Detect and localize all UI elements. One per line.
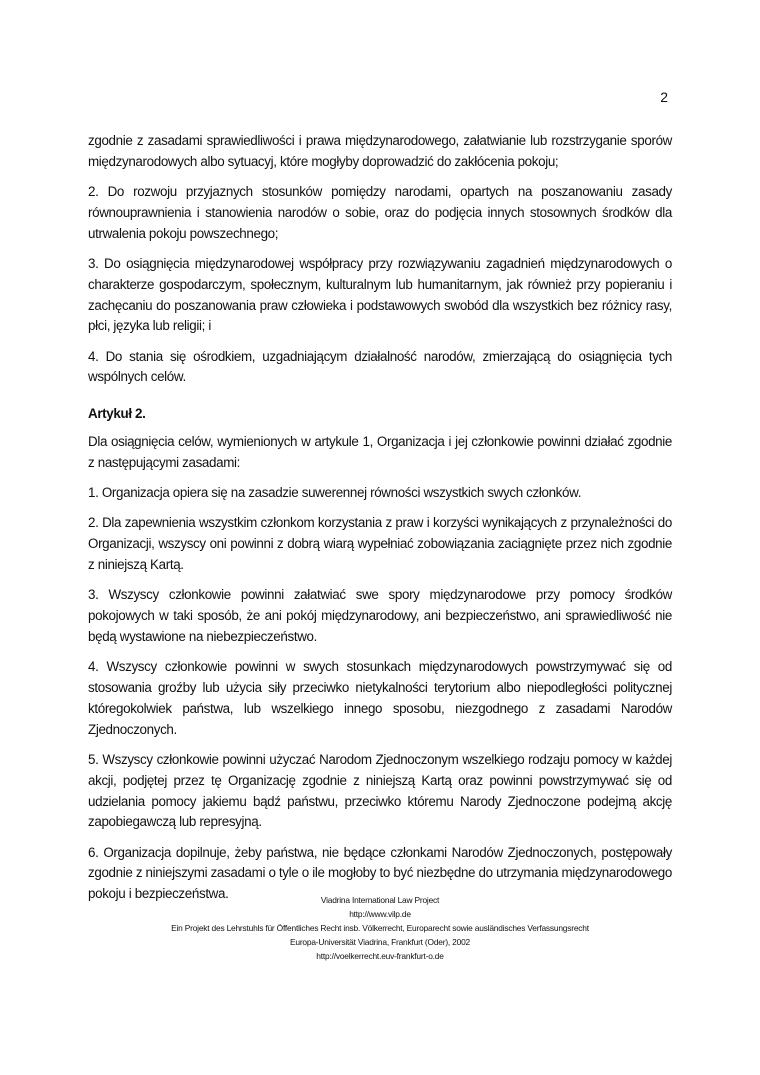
footer-university: Europa-Universität Viadrina, Frankfurt (Oder), 2002 — [289, 937, 471, 947]
footer-chair-url[interactable]: http://voelkerrecht.euv-frankfurt-o.de — [316, 951, 444, 961]
paragraph-article1-point3: 3. Do osiągnięcia międzynarodowej współpracy przy rozwiązywaniu zagadnień międzynarodowych o charakterze gospodarczym, społecznym, kulturalnym lub humanitarnym, jak również przy popieraniu i zachęcaniu do poszanowania praw człowieka i podstawowych swobód dla wszystkich bez różnicy rasy, płci, języka lub religii; i — [88, 255, 672, 334]
paragraph-article2-point5: 5. Wszyscy członkowie powinni użyczać Narodom Zjednoczonym wszelkiego rodzaju pomocy w każdej akcji, podjętej przez tę Organizację zgodnie z niniejszą Kartą oraz powinni powstrzymywać się od udzielania pomocy jakiemu bądź państwu, przeciwko któremu Narody Zjednoczone podejmą akcję zapobiegawczą lub represyjną. — [88, 751, 672, 830]
page-number: 2 — [660, 89, 668, 105]
footer-chair-description: Ein Projekt des Lehrstuhls für Öffentliches Recht insb. Völkerrecht, Europarecht sowie ausländisches Verfassungsrecht — [171, 923, 589, 933]
document-body — [88, 131, 672, 915]
footer-project-url[interactable]: http://www.vilp.de — [349, 909, 411, 919]
paragraph-article1-continuation: zgodnie z zasadami sprawiedliwości i prawa międzynarodowego, załatwianie lub rozstrzyganie sporów międzynarodowych albo sytuacyj, które mogłyby doprowadzić do zakłócenia pokoju; — [88, 133, 672, 169]
paragraph-article2-intro: Dla osiągnięcia celów, wymienionych w artykule 1, Organizacja i jej członkowie powinni działać zgodnie z następującymi zasadami: — [88, 434, 672, 470]
paragraph-article2-point1: 1. Organizacja opiera się na zasadzie suwerennej równości wszystkich swych członków. — [88, 485, 582, 501]
article-heading: Artykuł 2. — [88, 406, 146, 422]
page-footer — [88, 893, 672, 963]
paragraph-article2-point2: 2. Dla zapewnienia wszystkim członkom korzystania z praw i korzyści wynikających z przynależności do Organizacji, wszyscy oni powinni z dobrą wiarą wypełniać zobowiązania zaciągnięte przez nich zgodnie z niniejszą Kartą. — [88, 515, 672, 573]
paragraph-article2-point6: 6. Organizacja dopilnuje, żeby państwa, nie będące członkami Narodów Zjednoczonych, postępowały zgodnie z niniejszymi zasadami o tyle o ile mogłoby to być niezbędne do utrzymania międzynarodowego pokoju i bezpieczeństwa. — [88, 844, 672, 902]
footer-project-name: Viadrina International Law Project — [320, 895, 440, 905]
paragraph-article1-point2: 2. Do rozwoju przyjaznych stosunków pomiędzy narodami, opartych na poszanowaniu zasady równouprawnienia i stanowienia narodów o sobie, oraz do podjęcia innych stosownych środków dla utrwalenia pokoju powszechnego; — [88, 184, 672, 241]
paragraph-article2-point4: 4. Wszyscy członkowie powinni w swych stosunkach międzynarodowych powstrzymywać się od stosowania groźby lub użycia siły przeciwko nietykalności terytorium albo niepodległości politycznej któregokolwiek państwa, lub wszelkiego innego sposobu, niezgodnego z zasadami Narodów Zjednoczonych. — [88, 659, 672, 737]
paragraph-article2-point3: 3. Wszyscy członkowie powinni załatwiać swe spory międzynarodowe przy pomocy środków pokojowych w taki sposób, że ani pokój międzynarodowy, ani bezpieczeństwo, ani sprawiedliwość nie będą wystawione na niebezpieczeństwo. — [88, 587, 672, 644]
paragraph-article1-point4: 4. Do stania się ośrodkiem, uzgadniającym działalność narodów, zmierzającą do osiągnięcia tych wspólnych celów. — [88, 348, 672, 385]
